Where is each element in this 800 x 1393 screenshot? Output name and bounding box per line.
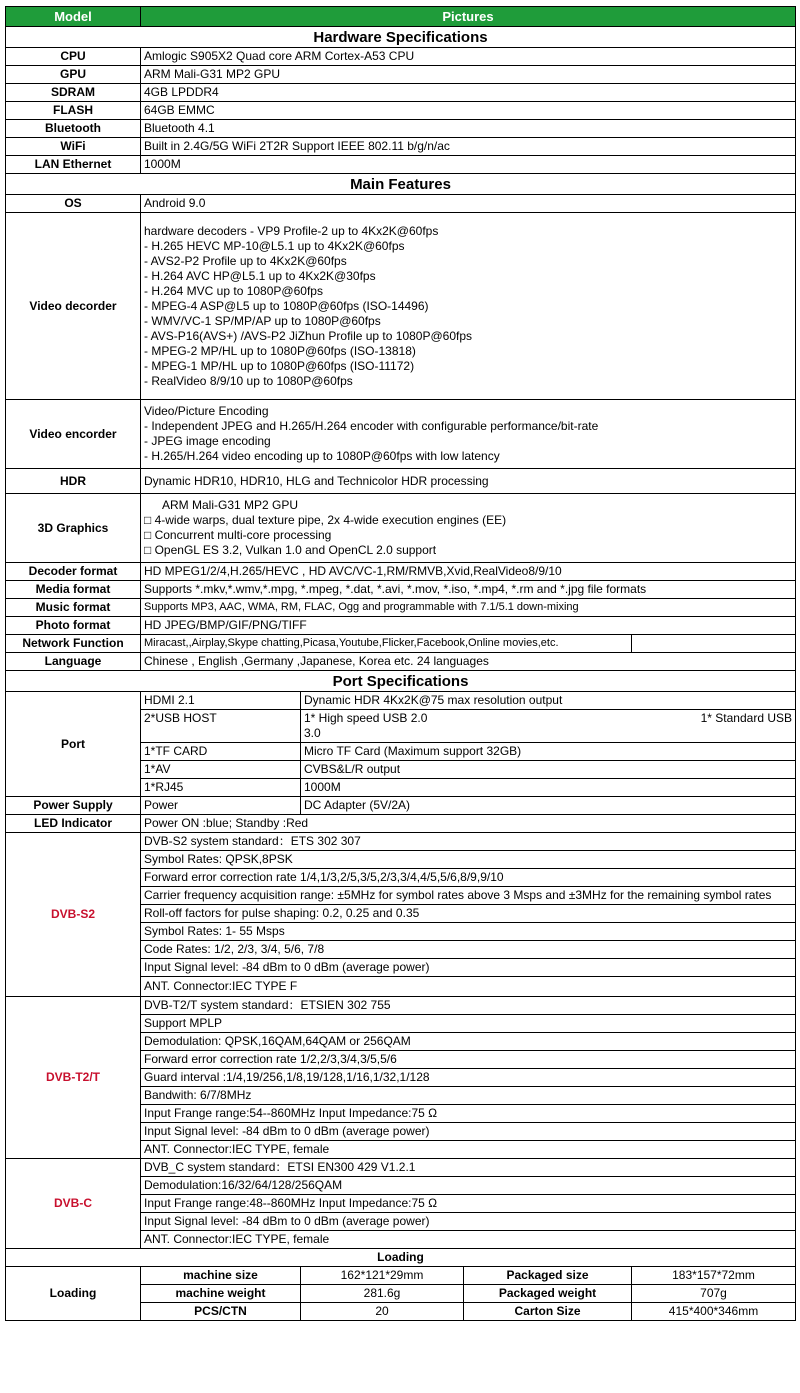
list-item: ARM Mali-G31 MP2 GPU — [162, 498, 299, 512]
row-value: Supports MP3, AAC, WMA, RM, FLAC, Ogg and programmable with 7.1/5.1 down-mixing — [141, 599, 796, 617]
port-desc: Micro TF Card (Maximum support 32GB) — [301, 743, 796, 761]
row-value: HD MPEG1/2/4,H.265/HEVC , HD AVC/VC-1,RM/RMVB,Xvid,RealVideo8/9/10 — [141, 563, 796, 581]
row-label: SDRAM — [6, 84, 141, 102]
video-decoder-list — [141, 213, 796, 400]
list-item: - H.264 AVC HP@L5.1 up to 4Kx2K@30fps — [144, 268, 376, 283]
list-item: - H.264 MVC up to 1080P@60fps — [144, 283, 323, 298]
loading-value: 281.6g — [301, 1285, 464, 1303]
empty-cell — [632, 635, 796, 653]
dvb-line: DVB-S2 system standard：ETS 302 307 — [141, 833, 796, 851]
port-desc: 1000M — [301, 779, 796, 797]
loading-key: Packaged weight — [464, 1285, 632, 1303]
list-item: - MPEG-1 MP/HL up to 1080P@60fps (ISO-11172) — [144, 358, 415, 373]
port-desc-right: 1* Standard USB — [700, 711, 792, 725]
row-value: Android 9.0 — [141, 195, 796, 213]
box-icon: □ — [144, 543, 155, 557]
list-item: - RealVideo 8/9/10 up to 1080P@60fps — [144, 373, 353, 388]
spec-row-media-format — [6, 581, 796, 599]
dvb-line: Roll-off factors for pulse shaping: 0.2, 0.25 and 0.35 — [141, 905, 796, 923]
section-title-hardware: Hardware Specifications — [6, 27, 796, 48]
dvb-line: Input Signal level: -84 dBm to 0 dBm (average power) — [141, 959, 796, 977]
port-desc: DC Adapter (5V/2A) — [301, 797, 796, 815]
row-value: 4GB LPDDR4 — [141, 84, 796, 102]
dvb-line: ANT. Connector:IEC TYPE, female — [141, 1231, 796, 1249]
spec-row-bluetooth — [6, 120, 796, 138]
row-label: 3D Graphics — [6, 494, 141, 563]
row-label: Video encorder — [6, 400, 141, 469]
spec-row-sdram — [6, 84, 796, 102]
dvb-line: Input Frange range:48--860MHz Input Impedance:75 Ω — [141, 1195, 796, 1213]
spec-row-photo-format — [6, 617, 796, 635]
row-label: OS — [6, 195, 141, 213]
section-title-ports: Port Specifications — [6, 671, 796, 692]
loading-value: 20 — [301, 1303, 464, 1321]
table-header — [6, 7, 796, 27]
spec-row-led — [6, 815, 796, 833]
spec-row-gpu — [6, 66, 796, 84]
port-name: 1*TF CARD — [141, 743, 301, 761]
port-desc: Dynamic HDR 4Kx2K@75 max resolution output — [301, 692, 796, 710]
dvb-line: Carrier frequency acquisition range: ±5MHz for symbol rates above 3 Msps and ±3MHz for the remaining symbol rates — [141, 887, 796, 905]
spec-sheet — [5, 6, 795, 1321]
port-desc: CVBS&L/R output — [301, 761, 796, 779]
dvb-line: Guard interval :1/4,19/256,1/8,19/128,1/16,1/32,1/128 — [141, 1069, 796, 1087]
list-item: hardware decoders - VP9 Profile-2 up to 4Kx2K@60fps — [144, 223, 439, 238]
row-value: Amlogic S905X2 Quad core ARM Cortex-A53 CPU — [141, 48, 796, 66]
list-item: □ OpenGL ES 3.2, Vulkan 1.0 and OpenCL 2.0 support — [144, 543, 437, 557]
row-label: Power Supply — [6, 797, 141, 815]
box-icon: □ — [144, 513, 155, 527]
graphics-list — [141, 494, 796, 563]
dvb-s2-row — [6, 833, 796, 851]
row-label: Network Function — [6, 635, 141, 653]
port-name: 2*USB HOST — [141, 710, 301, 743]
row-value: ARM Mali-G31 MP2 GPU — [141, 66, 796, 84]
row-value: Power ON :blue; Standby :Red — [141, 815, 796, 833]
port-row-hdmi — [6, 692, 796, 710]
row-label: Bluetooth — [6, 120, 141, 138]
loading-key: PCS/CTN — [141, 1303, 301, 1321]
loading-value: 162*121*29mm — [301, 1267, 464, 1285]
spec-row-3d-graphics — [6, 494, 796, 563]
port-name: 1*AV — [141, 761, 301, 779]
loading-key: Carton Size — [464, 1303, 632, 1321]
row-label: LAN Ethernet — [6, 156, 141, 174]
spec-row-video-encoder — [6, 400, 796, 469]
box-icon: □ — [144, 528, 155, 542]
loading-key: machine weight — [141, 1285, 301, 1303]
row-value: Miracast,,Airplay,Skype chatting,Picasa,Youtube,Flicker,Facebook,Online movies,etc. — [141, 635, 632, 653]
row-label: Media format — [6, 581, 141, 599]
spec-row-os — [6, 195, 796, 213]
port-desc-second-line: 3.0 — [304, 726, 321, 740]
spec-row-video-decoder — [6, 213, 796, 400]
row-label: Decoder format — [6, 563, 141, 581]
dvb-line: Bandwith: 6/7/8MHz — [141, 1087, 796, 1105]
dvb-line: DVB-T2/T system standard：ETSIEN 302 755 — [141, 997, 796, 1015]
spec-row-lan — [6, 156, 796, 174]
video-encoder-list — [141, 400, 796, 469]
row-value: Dynamic HDR10, HDR10, HLG and Technicolor HDR processing — [141, 469, 796, 494]
list-item: □ 4-wide warps, dual texture pipe, 2x 4-wide execution engines (EE) — [144, 513, 507, 527]
row-value: 1000M — [141, 156, 796, 174]
list-item: Video/Picture Encoding — [144, 404, 269, 418]
row-label: Language — [6, 653, 141, 671]
row-value: 64GB EMMC — [141, 102, 796, 120]
list-item: - AVS-P16(AVS+) /AVS-P2 JiZhun Profile up to 1080P@60fps — [144, 328, 473, 343]
dvb-line: Symbol Rates: QPSK,8PSK — [141, 851, 796, 869]
row-label: HDR — [6, 469, 141, 494]
section-title-features: Main Features — [6, 174, 796, 195]
loading-value: 183*157*72mm — [632, 1267, 796, 1285]
spec-row-hdr — [6, 469, 796, 494]
list-item: - AVS2-P2 Profile up to 4Kx2K@60fps — [144, 253, 347, 268]
row-label: Music format — [6, 599, 141, 617]
loading-key: Packaged size — [464, 1267, 632, 1285]
row-label: LED Indicator — [6, 815, 141, 833]
list-item: - JPEG image encoding — [144, 434, 271, 448]
header-pictures: Pictures — [141, 7, 796, 27]
dvb-line: Forward error correction rate 1/2,2/3,3/4,3/5,5/6 — [141, 1051, 796, 1069]
dvb-s2-label: DVB-S2 — [6, 833, 141, 997]
list-item: - MPEG-2 MP/HL up to 1080P@60fps (ISO-13818) — [144, 343, 416, 358]
port-name: 1*RJ45 — [141, 779, 301, 797]
dvb-line: Input Frange range:54--860MHz Input Impedance:75 Ω — [141, 1105, 796, 1123]
dvb-line: ANT. Connector:IEC TYPE, female — [141, 1141, 796, 1159]
loading-label: Loading — [6, 1267, 141, 1321]
list-item: - H.265 HEVC MP-10@L5.1 up to 4Kx2K@60fps — [144, 238, 405, 253]
list-item: - WMV/VC-1 SP/MP/AP up to 1080P@60fps — [144, 313, 381, 328]
dvb-line: Input Signal level: -84 dBm to 0 dBm (average power) — [141, 1213, 796, 1231]
row-label: WiFi — [6, 138, 141, 156]
row-value: Built in 2.4G/5G WiFi 2T2R Support IEEE 802.11 b/g/n/ac — [141, 138, 796, 156]
list-item: - MPEG-4 ASP@L5 up to 1080P@60fps (ISO-14496) — [144, 298, 429, 313]
dvb-t2-row — [6, 997, 796, 1015]
port-name: Power — [141, 797, 301, 815]
dvb-line: Code Rates: 1/2, 2/3, 3/4, 5/6, 7/8 — [141, 941, 796, 959]
dvb-line: Demodulation: QPSK,16QAM,64QAM or 256QAM — [141, 1033, 796, 1051]
dvb-line: Input Signal level: -84 dBm to 0 dBm (average power) — [141, 1123, 796, 1141]
spec-table — [5, 6, 796, 1321]
row-label: GPU — [6, 66, 141, 84]
loading-key: machine size — [141, 1267, 301, 1285]
section-title-loading: Loading — [6, 1249, 796, 1267]
dvb-t2-label: DVB-T2/T — [6, 997, 141, 1159]
loading-row — [6, 1267, 796, 1285]
row-label: Video decorder — [6, 213, 141, 400]
spec-row-network — [6, 635, 796, 653]
spec-row-language — [6, 653, 796, 671]
dvb-line: Symbol Rates: 1- 55 Msps — [141, 923, 796, 941]
list-item: □ Concurrent multi-core processing — [144, 528, 332, 542]
list-item: - Independent JPEG and H.265/H.264 encoder with configurable performance/bit-rate — [144, 419, 599, 433]
dvb-c-row — [6, 1159, 796, 1177]
port-name: HDMI 2.1 — [141, 692, 301, 710]
row-value: HD JPEG/BMP/GIF/PNG/TIFF — [141, 617, 796, 635]
loading-value: 707g — [632, 1285, 796, 1303]
dvb-line: Support MPLP — [141, 1015, 796, 1033]
row-label: FLASH — [6, 102, 141, 120]
spec-row-music-format — [6, 599, 796, 617]
spec-row-cpu — [6, 48, 796, 66]
dvb-line: Forward error correction rate 1/4,1/3,2/5,3/5,2/3,3/4,4/5,5/6,8/9,9/10 — [141, 869, 796, 887]
header-model: Model — [6, 7, 141, 27]
row-value: Bluetooth 4.1 — [141, 120, 796, 138]
row-label: CPU — [6, 48, 141, 66]
dvb-line: ANT. Connector:IEC TYPE F — [141, 977, 796, 997]
port-desc: 1* Standard USB 1* High speed USB 2.0 3.0 — [301, 710, 796, 743]
spec-row-flash — [6, 102, 796, 120]
dvb-c-label: DVB-C — [6, 1159, 141, 1249]
spec-row-decoder-format — [6, 563, 796, 581]
spec-row-wifi — [6, 138, 796, 156]
port-label: Port — [6, 692, 141, 797]
loading-value: 415*400*346mm — [632, 1303, 796, 1321]
dvb-line: DVB_C system standard：ETSI EN300 429 V1.2.1 — [141, 1159, 796, 1177]
list-item: - H.265/H.264 video encoding up to 1080P@60fps with low latency — [144, 449, 500, 463]
row-label: Photo format — [6, 617, 141, 635]
row-value: Supports *.mkv,*.wmv,*.mpg, *.mpeg, *.dat, *.avi, *.mov, *.iso, *.mp4, *.rm and *.jpg file formats — [141, 581, 796, 599]
spec-row-power — [6, 797, 796, 815]
row-value: Chinese , English ,Germany ,Japanese, Korea etc. 24 languages — [141, 653, 796, 671]
dvb-line: Demodulation:16/32/64/128/256QAM — [141, 1177, 796, 1195]
